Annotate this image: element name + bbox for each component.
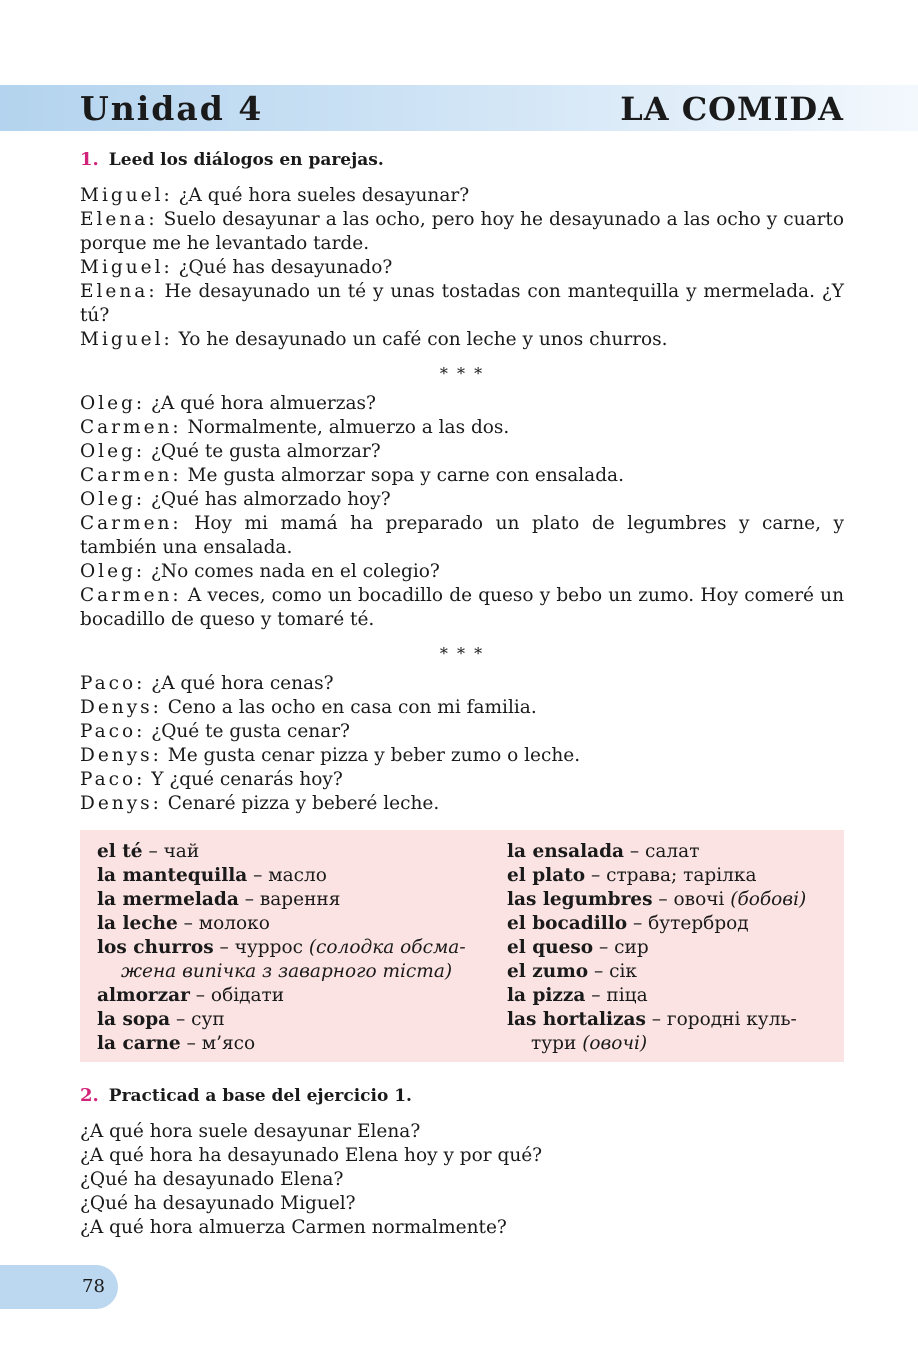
dialog-line [80, 720, 844, 744]
dialog-line [80, 328, 844, 352]
dialog-line [80, 184, 844, 208]
vocab-translation: – чай [142, 841, 200, 862]
vocab-translation: – обідати [189, 985, 285, 1006]
vocab-translation: – піца [585, 985, 648, 1006]
vocab-item [507, 960, 832, 984]
vocab-translation: – м’ясо [180, 1033, 256, 1054]
speaker: Elena: [80, 209, 158, 230]
speaker: Elena: [80, 281, 158, 302]
dialog-line [80, 696, 844, 720]
speaker: Denys: [80, 745, 162, 766]
dialog-line [80, 392, 844, 416]
speaker: Denys: [80, 697, 162, 718]
vocab-item [507, 864, 832, 888]
vocabulary-column-left [97, 840, 507, 1056]
vocab-term: la ensalada [507, 841, 625, 862]
vocab-translation: – сік [588, 961, 637, 982]
dialog-line [80, 440, 844, 464]
speaker: Miguel: [80, 185, 173, 206]
section-separator: * * * [439, 364, 485, 383]
dialog-line [80, 208, 844, 256]
vocab-translation: тури [531, 1033, 583, 1054]
speaker: Paco: [80, 769, 146, 790]
speaker: Carmen: [80, 417, 182, 438]
vocab-note: (солодка обсма- [308, 937, 466, 958]
vocab-item [97, 912, 507, 936]
dialog-line [80, 488, 844, 512]
dialog-line [80, 416, 844, 440]
vocabulary-box [80, 830, 844, 1062]
vocab-item [507, 840, 832, 864]
question: ¿Qué ha desayunado Elena? [80, 1169, 344, 1190]
utterance: ¿Qué te gusta cenar? [145, 721, 350, 742]
speaker: Miguel: [80, 329, 173, 350]
utterance: Suelo desayunar a las ocho, pero hoy he desayunado a las ocho y cuarto porque me he levantado tarde. [80, 209, 844, 254]
speaker: Denys: [80, 793, 162, 814]
question: ¿A qué hora ha desayunado Elena hoy y por qué? [80, 1145, 543, 1166]
vocab-item [97, 936, 507, 960]
vocab-term: el zumo [507, 961, 589, 982]
task-1-heading [80, 148, 844, 172]
topic-title: LA COMIDA [620, 90, 844, 128]
task-instruction: Leed los diálogos en parejas. [108, 150, 384, 170]
dialog-3 [80, 672, 844, 816]
vocab-item [97, 840, 507, 864]
vocab-term: las legumbres [507, 889, 653, 910]
task-number: 2. [80, 1085, 99, 1106]
vocab-item [507, 936, 832, 960]
task-instruction: Practicad a base del ejercicio 1. [108, 1086, 412, 1106]
vocab-translation: – страва; тарілка [585, 865, 757, 886]
vocab-term: el bocadillo [507, 913, 628, 934]
utterance: Yo he desayunado un café con leche y unos churros. [172, 329, 668, 350]
vocab-note: (бобові) [730, 889, 807, 910]
vocab-term: almorzar [97, 985, 190, 1006]
dialog-line [80, 256, 844, 280]
vocab-term: las hortalizas [507, 1009, 646, 1030]
vocab-translation: – чуррос [213, 937, 309, 958]
vocab-term: el queso [507, 937, 594, 958]
speaker: Paco: [80, 721, 146, 742]
question: ¿A qué hora almuerza Carmen normalmente? [80, 1217, 507, 1238]
utterance: Y ¿qué cenarás hoy? [145, 769, 343, 790]
task-number: 1. [80, 149, 99, 170]
vocab-item [507, 888, 832, 912]
vocabulary-column-right [507, 840, 832, 1056]
speaker: Miguel: [80, 257, 173, 278]
utterance: ¿A qué hora almuerzas? [145, 393, 376, 414]
page-number: 78 [82, 1276, 105, 1297]
dialog-line [80, 560, 844, 584]
vocab-translation: – городні куль- [645, 1009, 797, 1030]
utterance: Hoy mi mamá ha preparado un plato de legumbres y carne, y también una ensalada. [80, 513, 844, 558]
speaker: Oleg: [80, 489, 146, 510]
vocab-item [97, 1032, 507, 1056]
vocab-translation: – бутерброд [627, 913, 749, 934]
vocab-term: la carne [97, 1033, 181, 1054]
utterance: A veces, como un bocadillo de queso y bebo un zumo. Hoy comeré un bocadillo de queso y tomaré té. [80, 585, 844, 630]
utterance: ¿Qué has almorzado hoy? [145, 489, 391, 510]
vocab-note: (овочі) [582, 1033, 648, 1054]
vocab-term: el plato [507, 865, 586, 886]
vocab-item [97, 864, 507, 888]
speaker: Oleg: [80, 393, 146, 414]
vocab-item [97, 1008, 507, 1032]
vocab-term: el té [97, 841, 143, 862]
vocab-term: la sopa [97, 1009, 171, 1030]
speaker: Carmen: [80, 465, 182, 486]
vocab-translation: – салат [624, 841, 700, 862]
task-2-heading [80, 1084, 844, 1108]
speaker: Carmen: [80, 585, 182, 606]
vocab-item [97, 888, 507, 912]
vocab-term: los churros [97, 937, 214, 958]
dialog-line [80, 464, 844, 488]
vocab-term: la mermelada [97, 889, 239, 910]
utterance: Ceno a las ocho en casa con mi familia. [161, 697, 537, 718]
utterance: Normalmente, almuerzo a las dos. [181, 417, 510, 438]
vocab-translation: – суп [170, 1009, 225, 1030]
vocab-item [507, 984, 832, 1008]
vocab-item [97, 984, 507, 1008]
vocab-term: la leche [97, 913, 178, 934]
question: ¿Qué ha desayunado Miguel? [80, 1193, 356, 1214]
vocab-translation: – варення [238, 889, 341, 910]
dialog-1 [80, 184, 844, 352]
speaker: Oleg: [80, 561, 146, 582]
speaker: Carmen: [80, 513, 182, 534]
unit-title: Unidad 4 [80, 89, 264, 128]
vocab-item-continuation [97, 960, 507, 984]
dialog-line [80, 792, 844, 816]
dialog-line [80, 672, 844, 696]
utterance: ¿A qué hora sueles desayunar? [172, 185, 470, 206]
utterance: Me gusta almorzar sopa y carne con ensalada. [181, 465, 624, 486]
vocab-note: жена випічка з заварного тіста) [121, 961, 453, 982]
dialog-line [80, 584, 844, 632]
vocab-item-continuation [507, 1032, 832, 1056]
question: ¿A qué hora suele desayunar Elena? [80, 1121, 421, 1142]
dialog-line [80, 744, 844, 768]
utterance: ¿A qué hora cenas? [145, 673, 334, 694]
vocab-translation: – молоко [177, 913, 270, 934]
utterance: Cenaré pizza y beberé leche. [161, 793, 440, 814]
utterance: Me gusta cenar pizza y beber zumo o leche. [161, 745, 581, 766]
vocab-item [507, 912, 832, 936]
vocab-translation: – масло [247, 865, 327, 886]
vocab-term: la pizza [507, 985, 586, 1006]
dialog-2 [80, 392, 844, 632]
page-content [80, 148, 844, 1240]
dialog-line [80, 280, 844, 328]
vocab-term: la mantequilla [97, 865, 248, 886]
speaker: Paco: [80, 673, 146, 694]
utterance: He desayunado un té y unas tostadas con mantequilla y mermelada. ¿Y tú? [80, 281, 844, 326]
dialog-line [80, 768, 844, 792]
vocab-item [507, 1008, 832, 1032]
dialog-line [80, 512, 844, 560]
question-list [80, 1120, 844, 1240]
section-separator: * * * [439, 644, 485, 663]
utterance: ¿No comes nada en el colegio? [145, 561, 440, 582]
utterance: ¿Qué te gusta almorzar? [145, 441, 381, 462]
utterance: ¿Qué has desayunado? [172, 257, 393, 278]
speaker: Oleg: [80, 441, 146, 462]
vocab-translation: – овочі [652, 889, 731, 910]
vocab-translation: – сир [593, 937, 649, 958]
